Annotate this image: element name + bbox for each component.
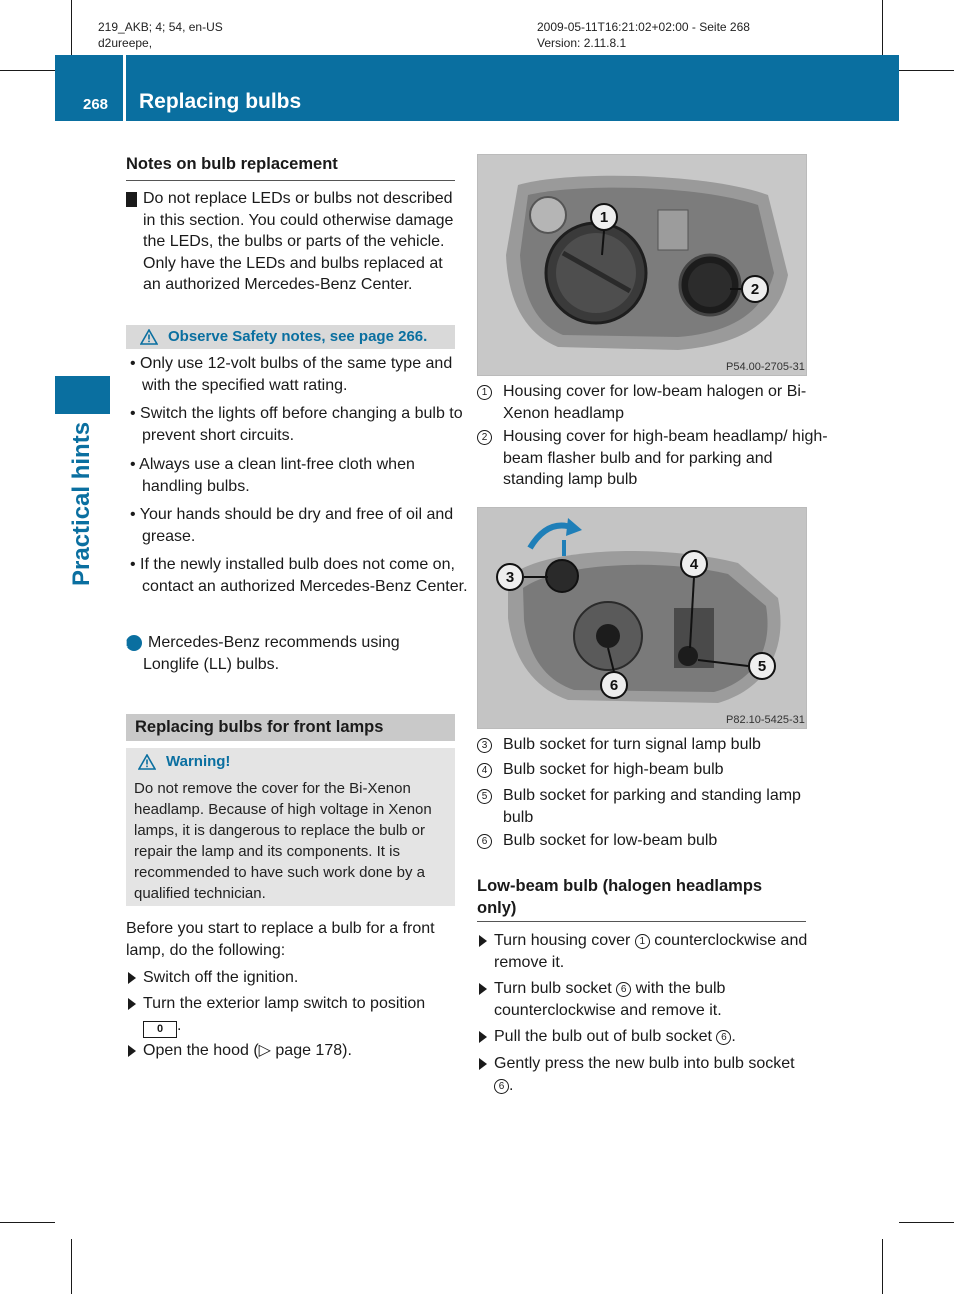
legend-item — [477, 759, 833, 781]
headlamp-illustration — [478, 155, 806, 375]
bullet-text: Only use 12-volt bulbs of the same type and with the specified watt rating. — [140, 355, 453, 394]
step-item — [479, 930, 822, 973]
step-arrow-icon — [128, 998, 136, 1010]
header-divider — [123, 55, 126, 121]
callout-2: 2 — [750, 281, 760, 298]
step-text: . — [509, 1076, 514, 1094]
step-item — [128, 967, 473, 989]
page-title: Replacing bulbs — [139, 90, 302, 113]
step-text: . — [731, 1028, 736, 1045]
step-arrow-icon — [479, 983, 487, 995]
page-reference-link[interactable]: Open the hood (▷ page 178). — [143, 1042, 352, 1059]
legend-text: Housing cover for high-beam headlamp/ high-beam flasher bulb and for parking and standing lamp bulb — [503, 428, 828, 488]
step-text: Switch off the ignition. — [143, 969, 299, 986]
step-text: Pull the bulb out of bulb socket — [494, 1028, 712, 1045]
info-note — [123, 632, 456, 675]
headlamp-photo-1 — [477, 154, 807, 376]
list-item: • Your hands should be dry and free of oil and grease. — [130, 506, 454, 545]
front-lamps-intro: Before you start to replace a bulb for a front lamp, do the following: — [126, 920, 435, 959]
meta-line: 219_AKB; 4; 54, en-US — [98, 20, 223, 34]
headlamp-rear-illustration — [478, 508, 806, 728]
step-text: with the bulb counterclockwise and remove it. — [494, 980, 726, 1019]
crop-mark — [0, 70, 55, 71]
figure-code: P82.10-5425-31 — [726, 714, 805, 726]
step-text: . — [177, 1016, 182, 1034]
crop-mark — [882, 0, 883, 55]
step-item — [479, 978, 822, 1021]
step-text: Turn bulb socket — [494, 980, 612, 997]
crop-mark — [899, 1222, 954, 1223]
callout-6: 6 — [609, 677, 619, 694]
number-marker: 2 — [477, 430, 492, 445]
meta-line: Version: 2.11.8.1 — [537, 36, 627, 50]
number-marker: 6 — [477, 834, 492, 849]
step-item — [479, 1053, 822, 1096]
callout-4: 4 — [689, 556, 699, 573]
step-text: Turn the exterior lamp switch to position — [143, 995, 426, 1012]
step-arrow-icon — [128, 1045, 136, 1057]
safety-notes-bar — [126, 325, 455, 349]
legend-item — [477, 381, 833, 424]
list-item: • Only use 12-volt bulbs of the same type and with the specified watt rating. — [130, 355, 453, 394]
front-lamps-heading-text: Replacing bulbs for front lamps — [135, 718, 384, 736]
notes-heading: Notes on bulb replacement — [126, 154, 455, 181]
figure-code: P54.00-2705-31 — [726, 361, 805, 373]
legend-item — [477, 830, 833, 852]
warning-text: Do not remove the cover for the Bi-Xenon headlamp. Because of high voltage in Xenon lamps, it is dangerous to replace the bulb or repair the lamp and its components. It is recommended to have such work done by a qualified technician. — [134, 780, 432, 902]
switch-position-key: 0 — [143, 1021, 177, 1038]
legend-text: Bulb socket for turn signal lamp bulb — [503, 736, 761, 753]
legend-text: Housing cover for low-beam halogen or Bi-Xenon headlamp — [503, 383, 807, 422]
headlamp-photo-2 — [477, 507, 807, 729]
step-item — [128, 993, 473, 1038]
legend-item — [477, 734, 833, 756]
number-marker: 6 — [494, 1079, 509, 1094]
callout-1: 1 — [599, 209, 609, 226]
legend-text: Bulb socket for low-beam bulb — [503, 832, 718, 849]
print-meta-right — [537, 19, 750, 51]
step-arrow-icon — [479, 1031, 487, 1043]
step-arrow-icon — [128, 972, 136, 984]
step-arrow-icon — [479, 935, 487, 947]
low-beam-heading: Low-beam bulb (halogen headlamps only) — [477, 876, 806, 922]
bullet-text: Always use a clean lint-free cloth when handling bulbs. — [139, 456, 415, 495]
warning-title: Warning! — [166, 753, 231, 770]
step-text: counterclockwise and remove it. — [494, 932, 808, 971]
caution-note — [120, 188, 456, 296]
number-marker: 4 — [477, 763, 492, 778]
info-text: Mercedes-Benz recommends using Longlife (LL) bulbs. — [143, 634, 400, 673]
number-marker: 5 — [477, 789, 492, 804]
list-item: • Always use a clean lint-free cloth when handling bulbs. — [130, 456, 415, 495]
warning-box — [126, 748, 455, 906]
list-item: • Switch the lights off before changing a bulb to prevent short circuits. — [130, 405, 463, 444]
crop-mark — [899, 70, 954, 71]
info-icon: i — [126, 635, 142, 651]
step-item — [128, 1040, 473, 1062]
warning-triangle-icon — [138, 754, 156, 770]
safety-notes-link[interactable]: Observe Safety notes, see page 266. — [168, 328, 428, 345]
print-meta-left — [98, 19, 223, 51]
legend-text: Bulb socket for parking and standing lamp bulb — [503, 787, 801, 826]
side-tab-marker — [55, 376, 110, 414]
crop-mark — [71, 0, 72, 55]
side-tab-label: Practical hints — [68, 421, 95, 586]
list-item: • If the newly installed bulb does not come on, contact an authorized Mercedes-Benz Center. — [130, 556, 468, 595]
caution-icon: ! — [126, 192, 137, 207]
front-lamps-heading — [126, 714, 455, 741]
number-marker: 1 — [477, 385, 492, 400]
step-arrow-icon — [479, 1058, 487, 1070]
legend-item — [477, 785, 833, 828]
callout-3: 3 — [505, 569, 515, 586]
warning-triangle-icon — [140, 329, 158, 345]
caution-text: Do not replace LEDs or bulbs not described in this section. You could otherwise damage the LEDs, the bulbs or parts of the vehicle. Only have the LEDs and bulbs replaced at an authorized Mercedes-Benz Center. — [143, 190, 454, 293]
page-number: 268 — [83, 96, 109, 113]
number-marker: 1 — [635, 934, 650, 949]
number-marker: 6 — [616, 982, 631, 997]
meta-line: 2009-05-11T16:21:02+02:00 - Seite 268 — [537, 20, 750, 34]
crop-mark — [71, 1239, 72, 1294]
bullet-text: If the newly installed bulb does not come on, contact an authorized Mercedes-Benz Center. — [140, 556, 468, 595]
bullet-text: Switch the lights off before changing a bulb to prevent short circuits. — [140, 405, 463, 444]
bullet-text: Your hands should be dry and free of oil and grease. — [139, 506, 454, 545]
step-item — [479, 1026, 822, 1048]
legend-text: Bulb socket for high-beam bulb — [503, 761, 724, 778]
crop-mark — [882, 1239, 883, 1294]
step-text: Turn housing cover — [494, 932, 631, 949]
legend-item — [477, 426, 833, 491]
number-marker: 3 — [477, 738, 492, 753]
step-text: Gently press the new bulb into bulb socket — [494, 1055, 795, 1072]
meta-line: d2ureepe, — [98, 36, 153, 50]
number-marker: 6 — [716, 1030, 731, 1045]
callout-5: 5 — [757, 658, 767, 675]
crop-mark — [0, 1222, 55, 1223]
